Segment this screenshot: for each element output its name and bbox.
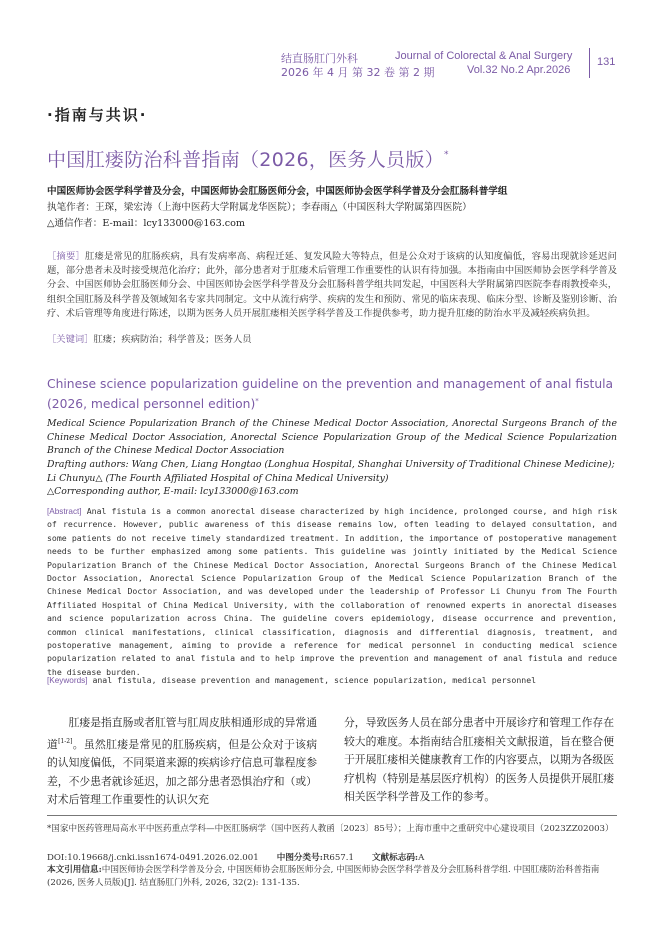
abstract-en-text: Anal fistula is a common anorectal disease characterized by high incidence, prolonged course, and high risk of recurrence. However, public awareness of this disease remains low, often leading to delayed consultation, and some patients do not receive timely standardized treatment. In addition, the importance of postoperative management needs to be further emphasized among some patients. This guideline was jointly initiated by the Medical Science Popularization Branch of the Chinese Medical Doctor Association, Anorectal Surgeons Branch of the Chinese Medical Doctor Association, Anorectal Science Popularization Group of the Medical Science Popularization Branch of the Chinese Medical Doctor Association, and was developed under the leadership of Professor Li Chunyu from The Fourth Affiliated Hospital of China Medical University, with the collaboration of renowned experts in anorectal diseases and science popularization across China. The guideline covers epidemiology, disease occurrence and prevention, common clinical manifestations, clinical classification, diagnosis and differential diagnosis, treatment, and postoperative management, aiming to provide a reference for medical personnel in conducting medical science popularization related to anal fistula and to help improve the prevention and management of anal fistula and reduce the disease burden. xyxy=(47,506,617,677)
keywords-en xyxy=(47,675,536,685)
corresponding-author-en: △Corresponding author, E-mail: lcy133000@163.com xyxy=(47,486,299,497)
authors-cn: 执笔作者：王琛，梁宏涛（上海中医药大学附属龙华医院）；李春雨△（中国医科大学附属第四医院） xyxy=(47,202,472,213)
journal-name-en: Journal of Colorectal & Anal Surgery xyxy=(395,50,573,62)
abstract-cn xyxy=(47,250,617,321)
doi: DOI:10.19668/j.cnki.issn1674-0491.2026.02.001 xyxy=(47,853,259,863)
title-en xyxy=(47,376,617,413)
abstract-en-tag: [Abstract] xyxy=(47,507,82,516)
keywords-en-text: anal fistula, disease prevention and management, science popularization, medical personnel xyxy=(92,675,537,685)
clc-value: R657.1 xyxy=(322,853,354,863)
abstract-en xyxy=(47,505,617,679)
authors-en: Drafting authors: Wang Chen, Liang Hongtao (Longhua Hospital, Shanghai University of Traditional Chinese Medicine); Li Chunyu△ (The Fourth Affiliated Hospital of China Medical University) xyxy=(47,459,615,484)
journal-name-cn: 结直肠肛门外科 xyxy=(281,52,358,65)
doc-code-label: 文献标志码: xyxy=(371,853,419,863)
reference-citation: [1-2] xyxy=(58,737,73,745)
issue-info-cn: 2026 年 4 月 第 32 卷 第 2 期 xyxy=(281,66,435,79)
footnote-rule xyxy=(47,815,617,816)
citation-info xyxy=(47,864,617,890)
body-left-part-2: 。虽然肛瘘是常见的肛肠疾病，但是公众对于该病的认知度偏低，不同渠道来源的疾病诊疗信息可靠程度参差，不少患者就诊延迟，加之部分患者恐惧治疗和（或）对术后管理工作重要性的认识欠充 xyxy=(47,737,318,807)
keywords-cn xyxy=(47,331,252,345)
title-cn xyxy=(47,145,449,172)
author-organizations-cn: 中国医师协会医学科学普及分会，中国医师协会肛肠医师分会，中国医师协会医学科学普及分会肛肠科普学组 xyxy=(47,186,508,197)
body-left-part-1: 肛瘘是指直肠或者肛管与肛周皮肤相通形成的异常通道 xyxy=(47,716,317,751)
keywords-en-tag: [Keywords] xyxy=(47,676,88,685)
body-text-right-column: 分，导致医务人员在部分患者中开展诊疗和管理工作存在较大的难度。本指南结合肛瘘相关文献报道，旨在整合便于开展肛瘘相关健康教育工作的内容要点，以期为各级医疗机构（特别是基层医疗机构）的医务人员提供开展肛瘘相关医学科学普及工作的参考。 xyxy=(344,716,614,804)
title-cn-footnote-mark: * xyxy=(443,150,449,160)
title-en-text: Chinese science popularization guideline on the prevention and management of anal fistula (2026, medical personnel edition) xyxy=(47,377,614,411)
header-divider xyxy=(589,48,590,78)
title-en-footnote-mark: * xyxy=(255,397,259,405)
author-organizations-en: Medical Science Popularization Branch of the Chinese Medical Doctor Association, Anorectal Surgeons Branch of the Chinese Medical Doctor Association, Anorectal Science Popularization Group of the Medical Science Popularization Branch of the Chinese Medical Doctor Association xyxy=(47,418,617,456)
body-text-left-column xyxy=(47,714,317,810)
clc-label: 中图分类号: xyxy=(276,853,323,863)
funding-footnote: *国家中医药管理局高水平中医药重点学科—中医肛肠病学（国中医药人教函〔2023〕85号）；上海市重中之重研究中心建设项目（2023ZZ02003） xyxy=(47,824,614,834)
section-label: ·指南与共识· xyxy=(47,106,148,124)
corresponding-author-cn: △通信作者：E-mail：lcy133000@163.com xyxy=(47,218,246,229)
doc-code-value: A xyxy=(418,853,425,863)
abstract-cn-tag: ［摘要］ xyxy=(47,251,86,262)
citation-label: 本文引用信息: xyxy=(47,865,102,875)
doi-line xyxy=(47,851,424,863)
keywords-cn-tag: ［关键词］ xyxy=(47,334,94,345)
issue-info-en: Vol.32 No.2 Apr.2026 xyxy=(467,64,571,76)
title-cn-text: 中国肛瘘防治科普指南（2026，医务人员版） xyxy=(47,149,444,171)
page-number: 131 xyxy=(597,56,616,68)
keywords-cn-text: 肛瘘；疾病防治；科学普及；医务人员 xyxy=(93,334,252,345)
abstract-cn-text: 肛瘘是常见的肛肠疾病，具有发病率高、病程迁延、复发风险大等特点，但是公众对于该病的认知度偏低，容易出现就诊延迟问题，部分患者未及时接受规范化治疗；此外，部分患者对于肛瘘术后管理工作重要性的认识有待加强。本指南由中国医师协会医学科学普及分会、中国医师协会肛肠医师分会、中国医师协会医学科学普及分会肛肠科普学组共同发起，中国医科大学附属第四医院李春雨教授牵头，组织全国肛肠及科学普及领域知名专家共同制定。文中从流行病学、疾病的发生和预防、常见的临床表现、临床分型、诊断及鉴别诊断、治疗、术后管理等角度进行陈述，以期为医务人员开展肛瘘相关医学科学普及工作提供参考，助力提升肛瘘的防治水平及减轻疾病负担。 xyxy=(47,251,617,319)
citation-text: 中国医师协会医学科学普及分会, 中国医师协会肛肠医师分会, 中国医师协会医学科学普及分会肛肠科普学组. 中国肛瘘防治科普指南(2026, 医务人员版)[J]. 结直肠肛门外科, 2026, 32(2): 131-135. xyxy=(47,865,600,888)
